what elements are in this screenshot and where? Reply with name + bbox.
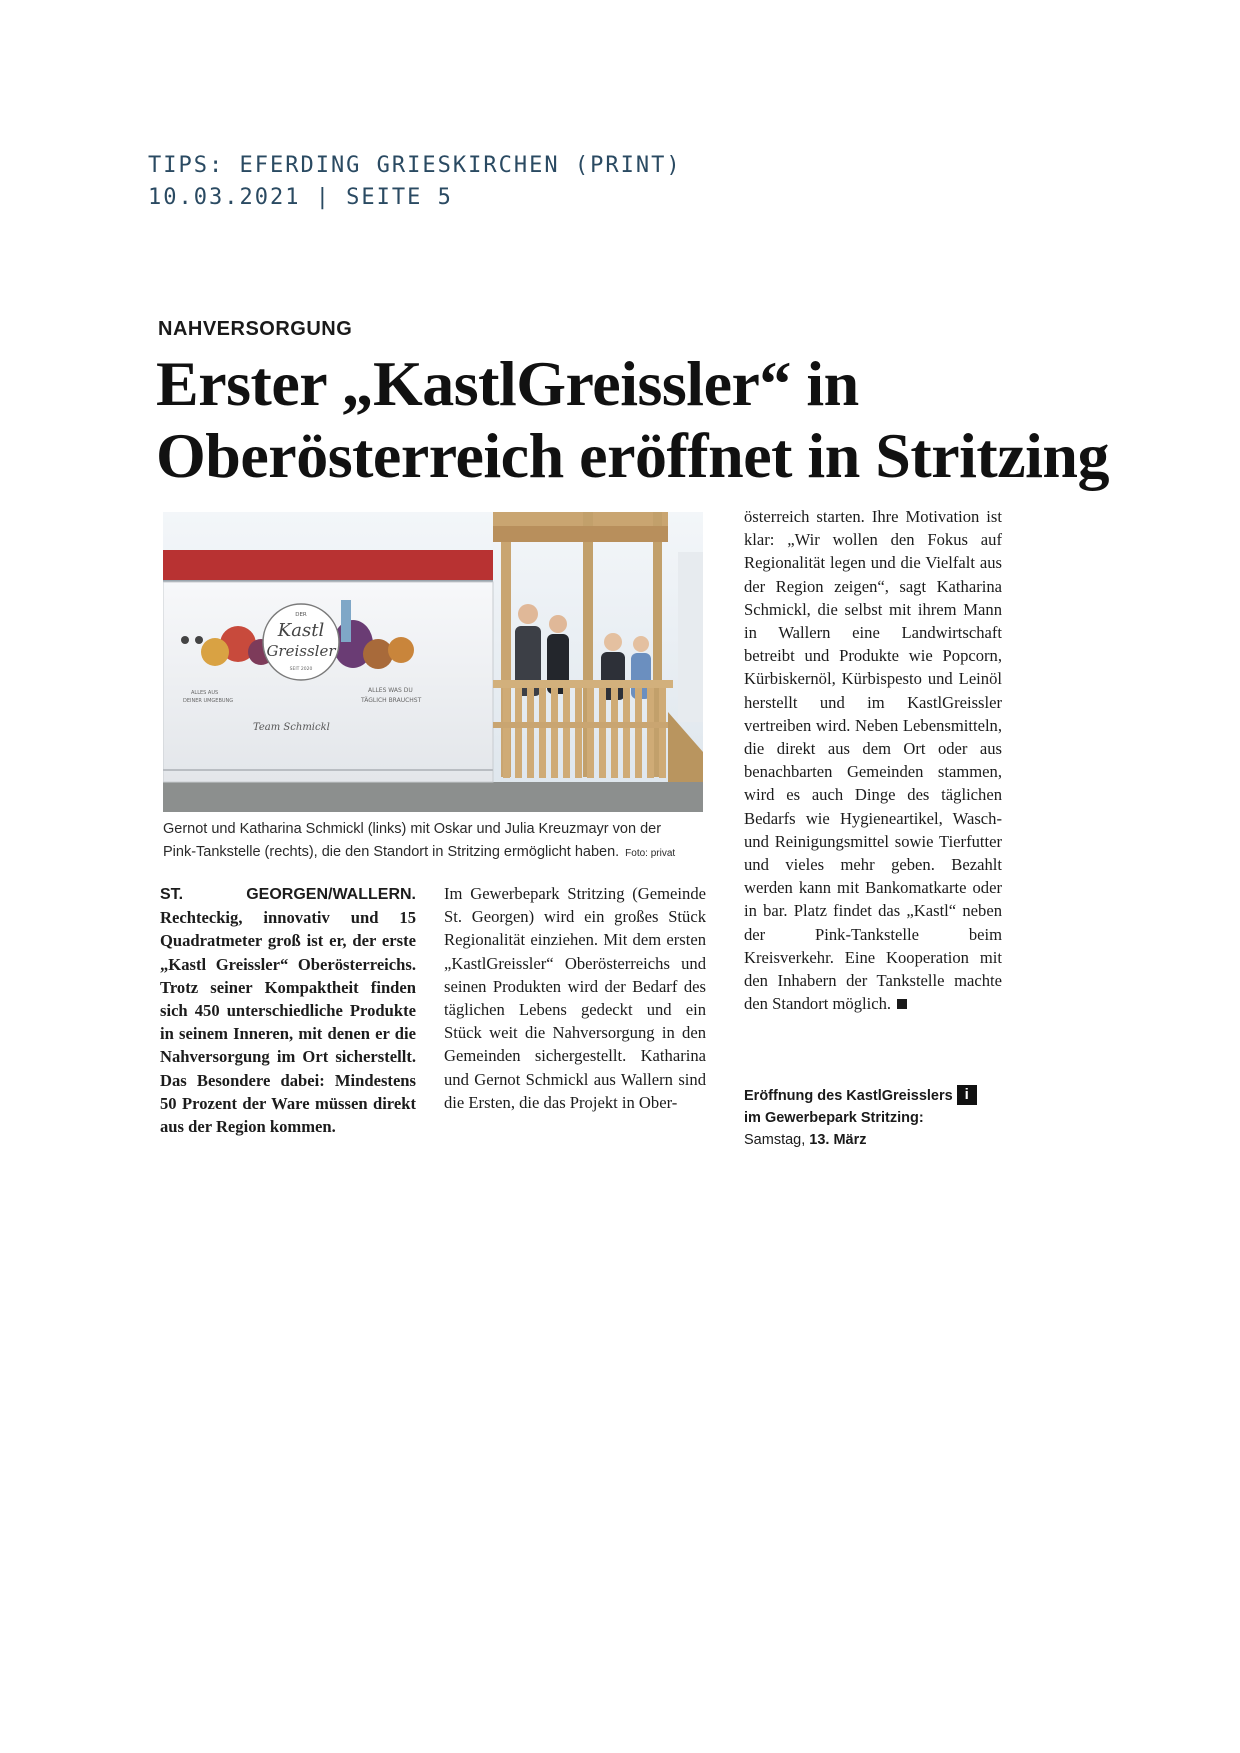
photo-credit: Foto: privat [625, 848, 676, 859]
article-photo [163, 512, 703, 812]
publication-source [148, 150, 682, 214]
article-column-3 [744, 505, 1002, 1015]
article-kicker: NAHVERSORGUNG [158, 318, 353, 340]
headline-line-1: Erster „KastlGreissler“ in [156, 348, 859, 419]
info-line-2: im Gewerbepark Stritzing: [744, 1110, 924, 1126]
info-date: 13. März [809, 1132, 867, 1148]
photo-illustration [163, 512, 703, 812]
tagline-right-1: ALLES WAS DU [368, 687, 413, 694]
container-box [163, 582, 493, 782]
tagline-left-1: ALLES AUS [191, 690, 219, 696]
tagline-left-2: DEINER UMGEBUNG [183, 698, 234, 704]
background-roof [163, 550, 493, 580]
article-column-1 [160, 882, 416, 1138]
logo-line-1: Kastl [277, 620, 325, 641]
article-lead: Rechteckig, innovativ und 15 Quadratmeter groß ist er, der erste „Kastl Greissler“ Oberösterreichs. Trotz seiner Kompaktheit finden sich 450 unterschiedliche Produkte in seinem Inneren, mit denen er die Nahversorgung im Ort sicherstellt. Das Besondere dabei: Mindestens 50 Prozent der Ware müssen direkt aus der Region kommen. [160, 908, 416, 1137]
logo-line-2: Greissler [266, 642, 336, 660]
article-dateline: ST. GEORGEN/WALLERN. [160, 886, 416, 903]
logo-top-text: DER [295, 612, 307, 618]
publication-date-page: 10.03.2021 | SEITE 5 [148, 185, 453, 210]
caption-line-1: Gernot und Katharina Schmickl (links) mit Oskar und Julia Kreuzmayr von der [163, 821, 662, 837]
caption-line-2: Pink-Tankstelle (rechts), die den Standort in Stritzing ermöglicht haben. [163, 844, 620, 860]
info-day: Samstag, [744, 1132, 806, 1148]
team-text: Team Schmickl [253, 722, 330, 733]
logo-since: SEIT 2020 [289, 667, 313, 672]
headline-line-2: Oberösterreich eröffnet in Stritzing [156, 420, 1109, 491]
info-icon: i [957, 1085, 977, 1105]
photo-caption [163, 818, 708, 865]
article-headline [156, 348, 1216, 492]
end-mark [897, 999, 907, 1009]
publication-name: TIPS: EFERDING GRIESKIRCHEN (PRINT) [148, 153, 682, 178]
info-line-1: Eröffnung des KastlGreisslers [744, 1088, 953, 1104]
tagline-right-2: TÄGLICH BRAUCHST [361, 697, 422, 704]
article-body-2: Im Gewerbepark Stritzing (Gemeinde St. Georgen) wird ein großes Stück Regionalität einziehen. Mit dem ersten „KastlGreissler“ Oberösterreichs und seinen Produkten wird der Bedarf des täglichen Lebens gedeckt und ein Stück weit die Nahversorgung in den Gemeinden sichergestellt. Katharina und Gernot Schmickl aus Wallern sind die Ersten, die das Projekt in Ober- [444, 884, 706, 1112]
article-body-3: österreich starten. Ihre Motivation ist klar: „Wir wollen den Fokus auf Regionalität legen und die Vielfalt aus der Region zeigen“, sagt Katharina Schmickl, die selbst mit ihrem Mann in Wallern eine Landwirtschaft betreibt und Produkte wie Popcorn, Kürbiskernöl, Kürbispesto und Leinöl herstellt und im KastlGreissler vertreiben wird. Neben Lebensmitteln, die direkt aus dem Ort oder aus benachbarten Gemeinden stammen, wird es auch Dinge des täglichen Bedarfs wie Hygieneartikel, Wasch- und Reinigungsmittel sowie Tierfutter und vieles mehr geben. Bezahlt werden kann mit Bankomatkarte oder in bar. Platz findet das „Kastl“ neben der Pink-Tankstelle beim Kreisverkehr. Eine Kooperation mit den Inhabern der Tankstelle machte den Standort möglich. [744, 507, 1002, 1014]
article-column-2 [444, 882, 706, 1114]
event-info-box [744, 1085, 1044, 1151]
